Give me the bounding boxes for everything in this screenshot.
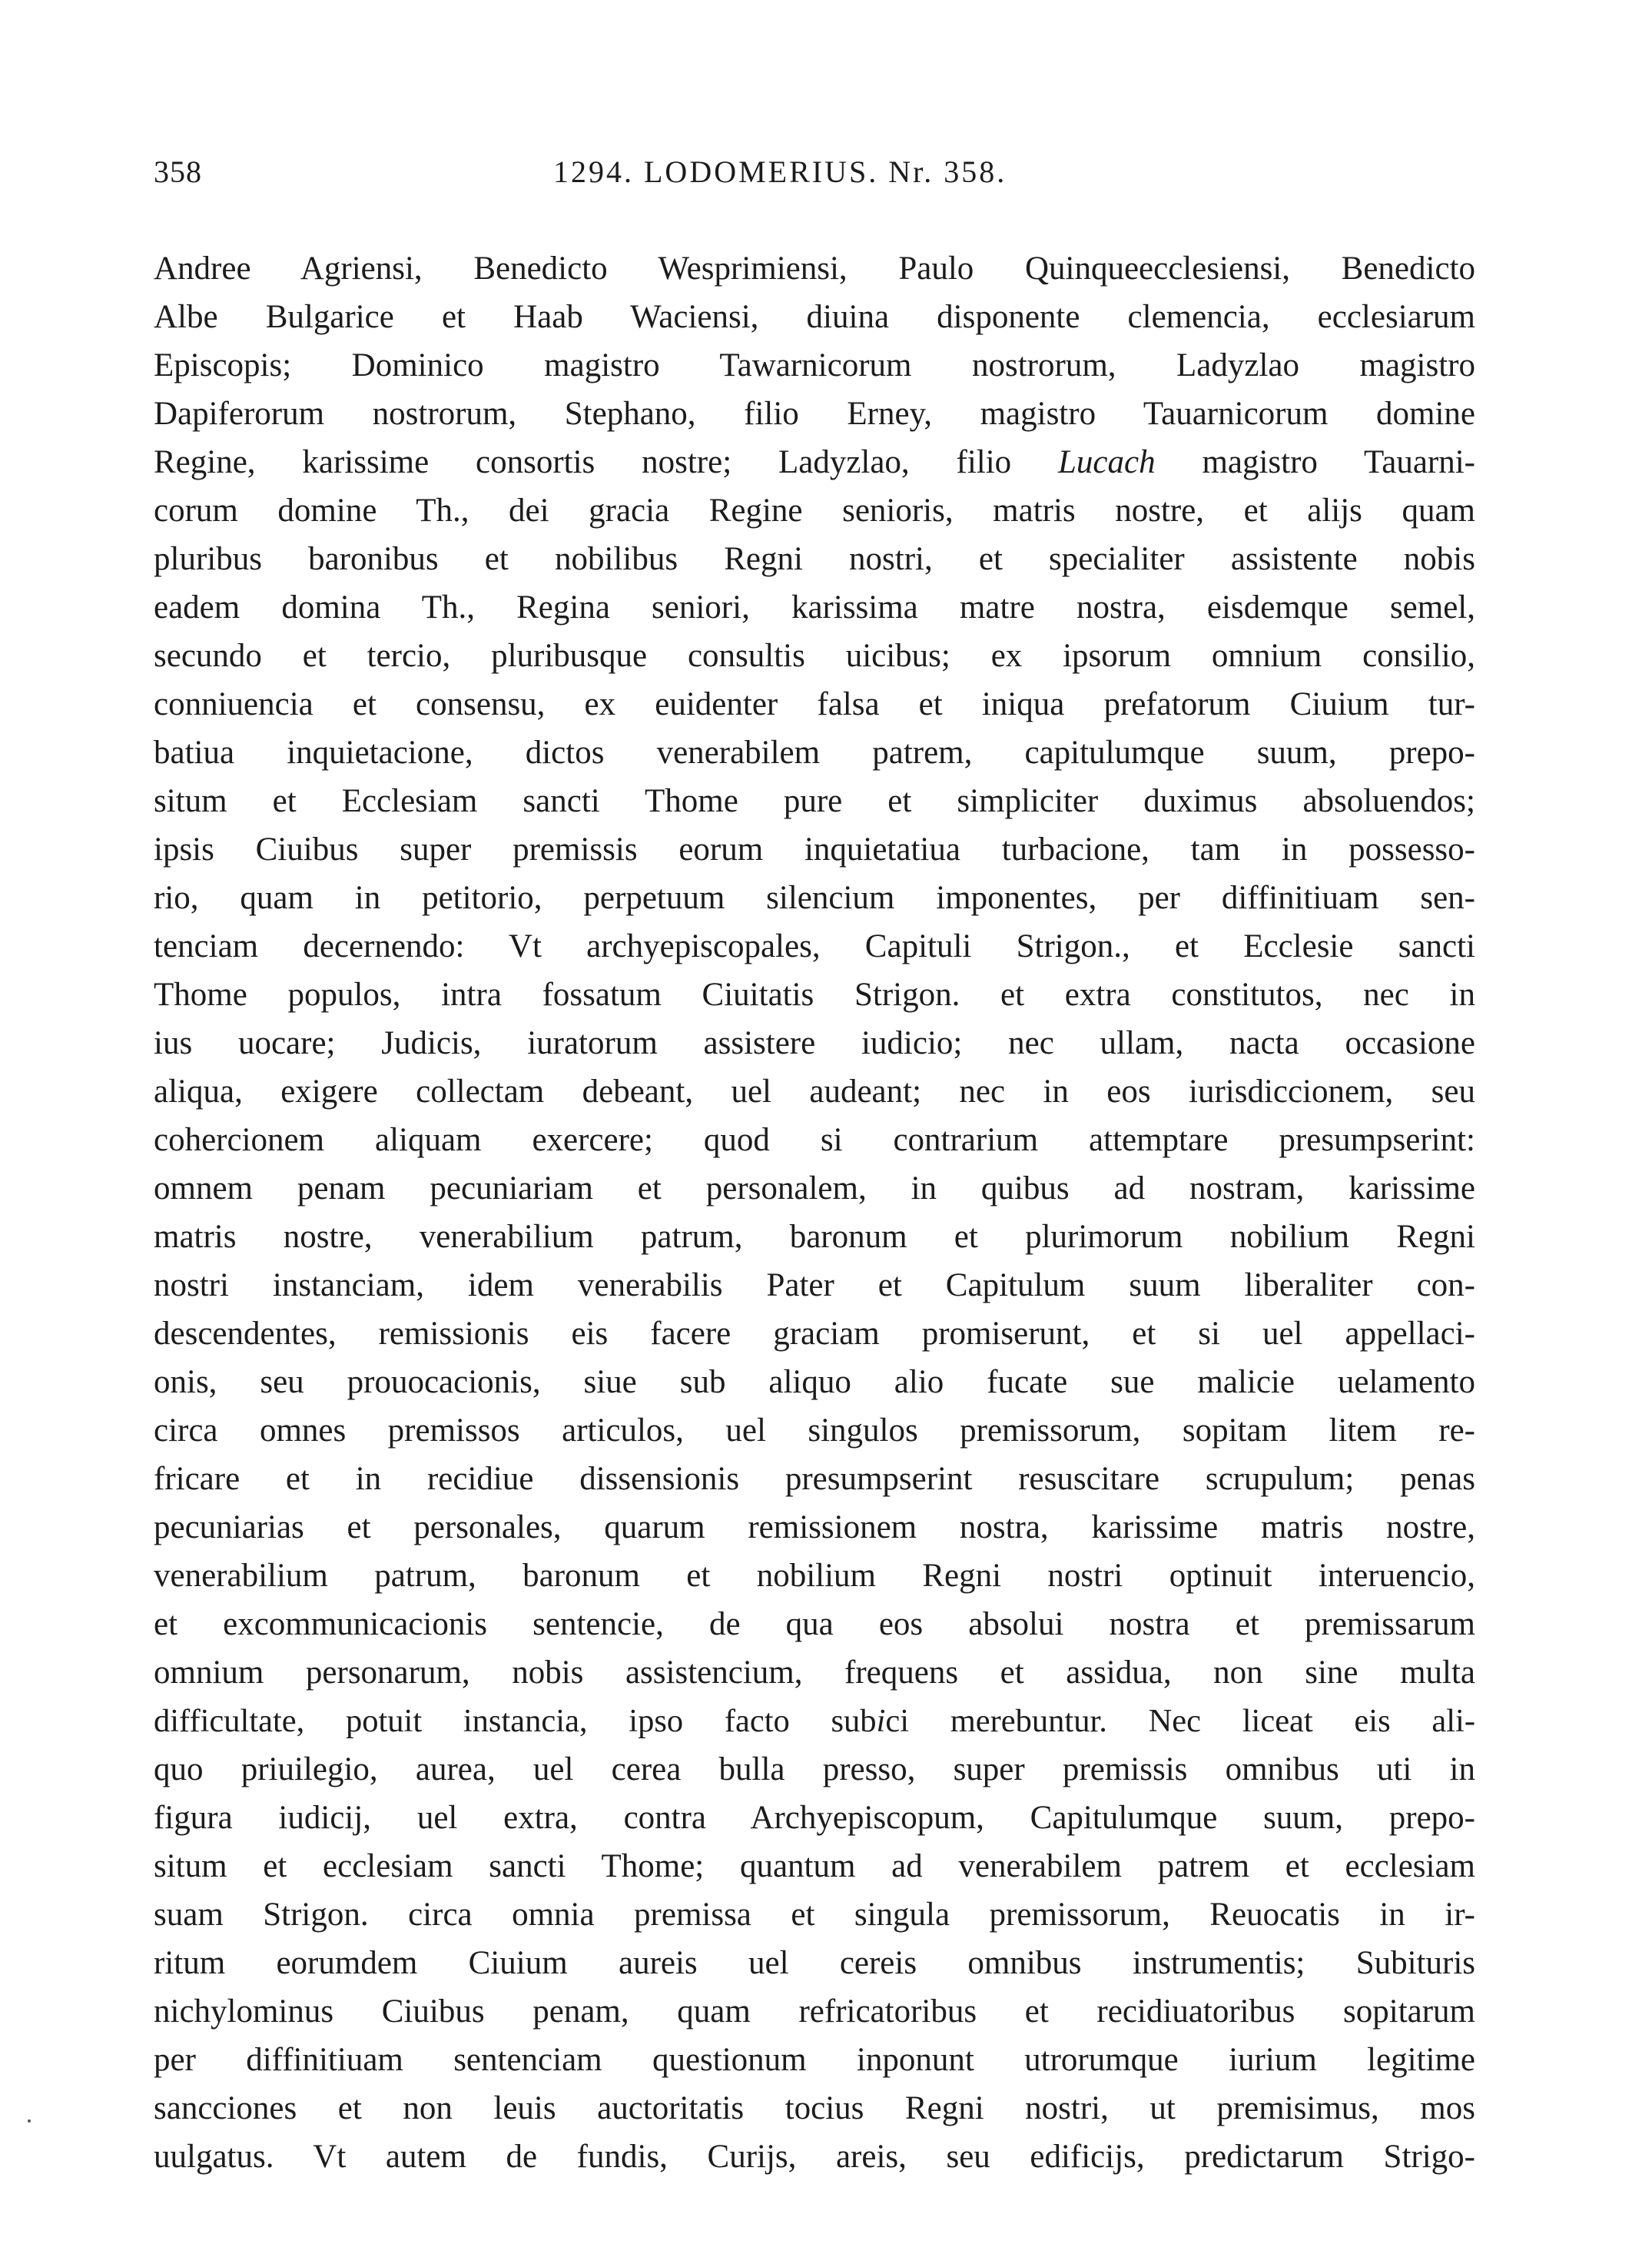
running-title: 1294. LODOMERIUS. Nr. 358. bbox=[553, 154, 1007, 189]
running-head bbox=[154, 154, 1475, 200]
text-line-12: situm et Ecclesiam sancti Thome pure et simpliciter duximus absoluendos; bbox=[154, 783, 1475, 819]
text-line-36: ritum eorumdem Ciuium aureis uel cereis omnibus instrumentis; Subituris bbox=[154, 1945, 1475, 1981]
text-line-15: tenciam decernendo: Vt archyepiscopales, Capituli Strigon., et Ecclesie sancti bbox=[154, 928, 1475, 964]
text-line-23: descendentes, remissionis eis facere graciam promiserunt, et si uel appellaci- bbox=[154, 1316, 1475, 1352]
text-line-33: figura iudicij, uel extra, contra Archyepiscopum, Capitulumque suum, prepo- bbox=[154, 1800, 1475, 1836]
text-line-35: suam Strigon. circa omnia premissa et singula premissorum, Reuocatis in ir- bbox=[154, 1897, 1475, 1933]
text-line-6: corum domine Th., dei gracia Regine senioris, matris nostre, et alijs quam bbox=[154, 493, 1475, 529]
text-line-7: pluribus baronibus et nobilibus Regni nostri, et specialiter assistente nobis bbox=[154, 541, 1475, 577]
margin-speck bbox=[28, 2119, 31, 2123]
italic-letter: i bbox=[876, 1703, 886, 1739]
text-line-30: omnium personarum, nobis assistencium, frequens et assidua, non sine multa bbox=[154, 1655, 1475, 1691]
text-line-2: Albe Bulgarice et Haab Waciensi, diuina disponente clemencia, ecclesiarum bbox=[154, 299, 1475, 335]
text-line-13: ipsis Ciuibus super premissis eorum inquietatiua turbacione, tam in possesso- bbox=[154, 831, 1475, 868]
body-text bbox=[154, 244, 1475, 2181]
text-line-29: et excommunicacionis sentencie, de qua eos absolui nostra et premissarum bbox=[154, 1606, 1475, 1642]
text-line-9: secundo et tercio, pluribusque consultis uicibus; ex ipsorum omnium consilio, bbox=[154, 638, 1475, 674]
text-line-32: quo priuilegio, aurea, uel cerea bulla presso, super premissis omnibus uti in bbox=[154, 1751, 1475, 1787]
text-line-24: onis, seu prouocacionis, siue sub aliquo alio fucate sue malicie uelamento bbox=[154, 1364, 1475, 1400]
text-line-17: ius uocare; Judicis, iuratorum assistere iudicio; nec ullam, nacta occasione bbox=[154, 1025, 1475, 1061]
text-line-8: eadem domina Th., Regina seniori, karissima matre nostra, eisdemque semel, bbox=[154, 589, 1475, 626]
text-line-5: Regine, karissime consortis nostre; Ladyzlao, filio Lucach magistro Tauarni- bbox=[154, 444, 1475, 480]
text-line-19: cohercionem aliquam exercere; quod si contrarium attemptare presumpserint: bbox=[154, 1122, 1475, 1158]
text-line-1: Andree Agriensi, Benedicto Wesprimiensi, Paulo Quinqueecclesiensi, Benedicto bbox=[154, 251, 1475, 287]
text-line-20: omnem penam pecuniariam et personalem, in quibus ad nostram, karissime bbox=[154, 1170, 1475, 1207]
text-line-22: nostri instanciam, idem venerabilis Pater et Capitulum suum liberaliter con- bbox=[154, 1267, 1475, 1303]
page-number: 358 bbox=[154, 154, 202, 189]
text-line-37: nichylominus Ciuibus penam, quam refricatoribus et recidiuatoribus sopitarum bbox=[154, 1993, 1475, 2030]
text-line-40: uulgatus. Vt autem de fundis, Curijs, areis, seu edificijs, predictarum Strigo- bbox=[154, 2139, 1475, 2175]
text-line-28: venerabilium patrum, baronum et nobilium Regni nostri optinuit interuencio, bbox=[154, 1558, 1475, 1594]
text-line-11: batiua inquietacione, dictos venerabilem patrem, capitulumque suum, prepo- bbox=[154, 735, 1475, 771]
text-line-3: Episcopis; Dominico magistro Tawarnicorum nostrorum, Ladyzlao magistro bbox=[154, 347, 1475, 383]
text-line-31: difficultate, potuit instancia, ipso facto subici merebuntur. Nec liceat eis ali- bbox=[154, 1703, 1475, 1739]
text-line-26: fricare et in recidiue dissensionis presumpserint resuscitare scrupulum; penas bbox=[154, 1461, 1475, 1497]
text-line-34: situm et ecclesiam sancti Thome; quantum ad venerabilem patrem et ecclesiam bbox=[154, 1848, 1475, 1884]
text-line-16: Thome populos, intra fossatum Ciuitatis Strigon. et extra constitutos, nec in bbox=[154, 977, 1475, 1013]
text-line-14: rio, quam in petitorio, perpetuum silencium imponentes, per diffinitiuam sen- bbox=[154, 880, 1475, 916]
text-line-39: sancciones et non leuis auctoritatis tocius Regni nostri, ut premisimus, mos bbox=[154, 2090, 1475, 2126]
text-line-10: conniuencia et consensu, ex euidenter falsa et iniqua prefatorum Ciuium tur- bbox=[154, 686, 1475, 722]
text-line-25: circa omnes premissos articulos, uel singulos premissorum, sopitam litem re- bbox=[154, 1412, 1475, 1449]
text-line-18: aliqua, exigere collectam debeant, uel audeant; nec in eos iurisdiccionem, seu bbox=[154, 1074, 1475, 1110]
italic-name: Lucach bbox=[1058, 444, 1156, 480]
text-line-21: matris nostre, venerabilium patrum, baronum et plurimorum nobilium Regni bbox=[154, 1219, 1475, 1255]
text-line-27: pecuniarias et personales, quarum remissionem nostra, karissime matris nostre, bbox=[154, 1509, 1475, 1545]
text-line-38: per diffinitiuam sentenciam questionum inponunt utrorumque iurium legitime bbox=[154, 2042, 1475, 2078]
text-line-4: Dapiferorum nostrorum, Stephano, filio Erney, magistro Tauarnicorum domine bbox=[154, 396, 1475, 432]
